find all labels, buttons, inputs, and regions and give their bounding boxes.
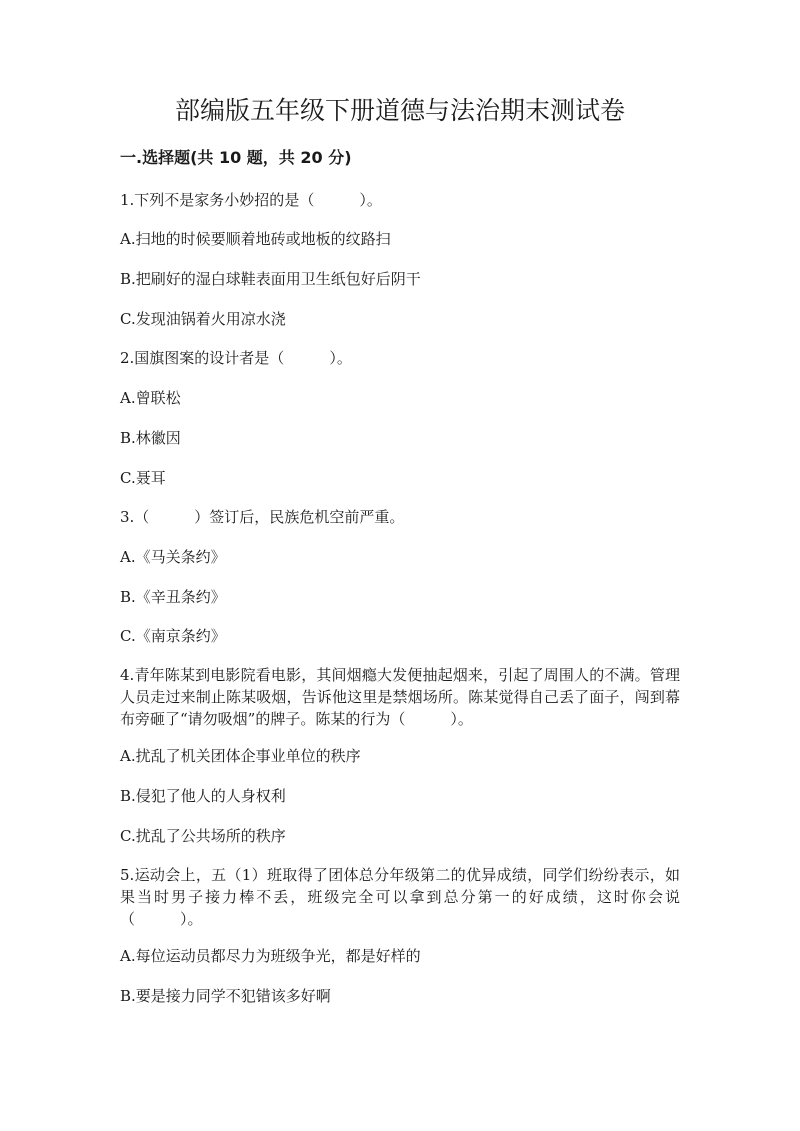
question-4-stem: 4.青年陈某到电影院看电影，其间烟瘾大发便抽起烟来，引起了周围人的不满。管理人员走过来制止陈某吸烟，告诉他这里是禁烟场所。陈某觉得自己丢了面子，闯到幕布旁砸了“请勿吸烟”的牌子。陈某的行为（ ）。 [120, 666, 680, 728]
question-2-option-b: B.林徽因 [120, 429, 181, 447]
question-5-option-a: A.每位运动员都尽力为班级争光，都是好样的 [120, 947, 421, 965]
question-5-stem: 5.运动会上，五（1）班取得了团体总分年级第二的优异成绩，同学们纷纷表示，如果当时男子接力棒不丢，班级完全可以拿到总分第一的好成绩，这时你会说（ ）。 [120, 866, 680, 928]
question-2-option-a: A.曾联松 [120, 389, 181, 407]
section-heading: 一.选择题(共 10 题，共 20 分) [120, 148, 352, 167]
question-3-option-c: C.《南京条约》 [120, 627, 226, 645]
question-5-option-b: B.要是接力同学不犯错该多好啊 [120, 987, 331, 1005]
question-1-option-a: A.扫地的时候要顺着地砖或地板的纹路扫 [120, 230, 391, 248]
question-2-option-c: C.聂耳 [120, 469, 166, 487]
question-1-option-c: C.发现油锅着火用凉水浇 [120, 310, 286, 328]
question-4-option-b: B.侵犯了他人的人身权利 [120, 787, 286, 805]
question-3-option-a: A.《马关条约》 [120, 548, 226, 566]
question-4-option-a: A.扰乱了机关团体企事业单位的秩序 [120, 747, 361, 765]
question-4-option-c: C.扰乱了公共场所的秩序 [120, 827, 286, 845]
page-title: 部编版五年级下册道德与法治期末测试卷 [174, 96, 625, 125]
question-2-stem: 2.国旗图案的设计者是（ ）。 [120, 349, 352, 367]
question-1-stem: 1.下列不是家务小妙招的是（ ）。 [120, 191, 382, 209]
question-1-option-b: B.把刷好的湿白球鞋表面用卫生纸包好后阴干 [120, 270, 421, 288]
question-3-stem: 3.（ ）签订后，民族危机空前严重。 [120, 508, 405, 526]
question-3-option-b: B.《辛丑条约》 [120, 588, 226, 606]
